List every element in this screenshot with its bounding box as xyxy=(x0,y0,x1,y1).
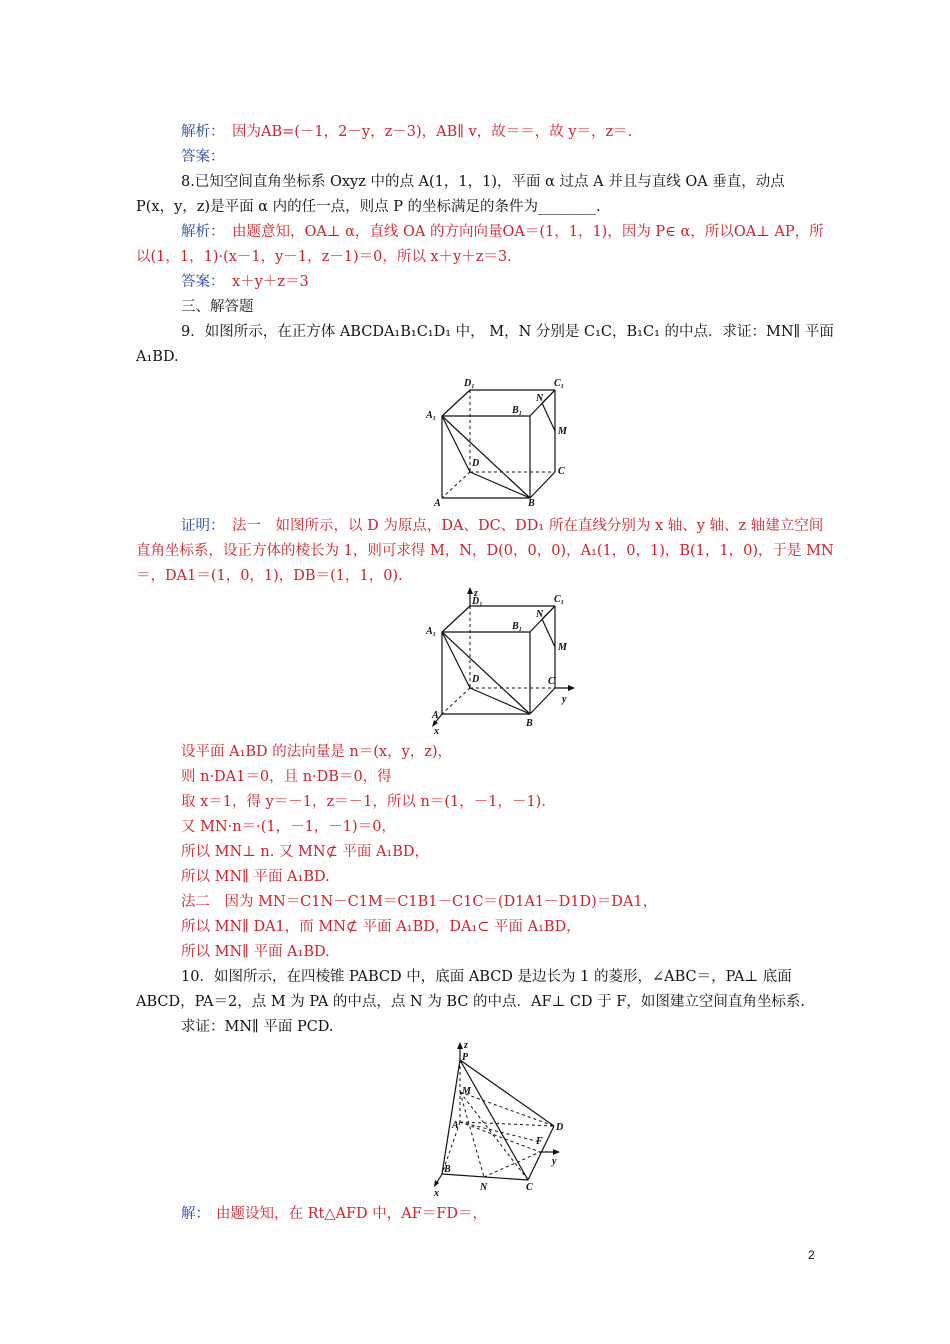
solution-label: 解： xyxy=(181,1206,210,1222)
label-a: A xyxy=(452,1120,459,1131)
answer-label: 答案： xyxy=(181,149,225,165)
axis-z: z xyxy=(474,588,478,599)
proof-text: 所以 MN∥ DA1，而 MN⊄ 平面 A₁BD，DA₁⊂ 平面 A₁BD， xyxy=(181,919,581,935)
label-c: C xyxy=(558,466,565,477)
problem-10-text-cont: 求证：MN∥ 平面 PCD. xyxy=(181,1019,334,1035)
problem-9-text: 9．如图所示，在正方体 ABCDA₁B₁C₁D₁ 中， M，N 分别是 C₁C，B₁C₁ 的中点．求证：MN∥ 平面 xyxy=(181,324,834,340)
label-c: C xyxy=(548,676,555,687)
label-b1: B₁ xyxy=(512,405,523,416)
line-6 xyxy=(0,245,950,269)
axis-x: x xyxy=(434,1188,439,1198)
label-b: B xyxy=(526,718,533,729)
label-d: D xyxy=(472,674,480,685)
cube-axes-figure xyxy=(420,586,580,736)
label-d1: D₁ xyxy=(472,596,483,607)
label-n: N xyxy=(536,609,544,620)
proof-text-cont: 直角坐标系，设正方体的棱长为 1，则可求得 M，N，D(0，0，0)，A₁(1，0，1)，B(1，1，0)，于是 MN xyxy=(136,543,834,559)
pyramid-figure xyxy=(420,1038,570,1198)
proof-label: 证明： xyxy=(181,518,225,534)
label-d1: D₁ xyxy=(464,378,475,389)
line-18 xyxy=(0,840,950,864)
line-4 xyxy=(0,195,950,219)
axis-x: x xyxy=(434,726,439,736)
proof-text: 又 MN·n＝·(1，－1，－1)＝0， xyxy=(181,819,396,835)
cube-figure xyxy=(420,372,580,510)
proof-text: 所以 MN⊥ n. 又 MN⊄ 平面 A₁BD， xyxy=(181,844,430,860)
label-a1: A₁ xyxy=(426,626,437,637)
label-b1: B₁ xyxy=(512,621,523,632)
label-m: M xyxy=(462,1086,471,1097)
analysis-text: 由题意知，OA⊥ α，直线 OA 的方向向量OA＝(1，1，1)，因为 P∈ α，所以OA⊥ AP，所 xyxy=(232,224,824,240)
problem-10-text-cont: ABCD，PA＝2，点 M 为 PA 的中点，点 N 为 BC 的中点．AF⊥ CD 于 F，如图建立空间直角坐标系. xyxy=(136,994,805,1010)
label-a: A xyxy=(432,710,439,721)
problem-8-text-cont: P(x，y，z)是平面 α 内的任一点，则点 P 的坐标满足的条件为________. xyxy=(136,199,601,215)
problem-8-text: 8.已知空间直角坐标系 Oxyz 中的点 A(1，1，1)，平面 α 过点 A 并且与直线 OA 垂直，动点 xyxy=(181,174,785,190)
line-10 xyxy=(0,345,950,369)
label-d: D xyxy=(472,458,480,469)
proof-text: 法一 如图所示，以 D 为原点，DA、DC、DD₁ 所在直线分别为 x 轴、y 轴、z 轴建立空间 xyxy=(232,518,824,534)
label-b: B xyxy=(528,498,535,509)
axis-z: z xyxy=(464,1040,468,1051)
label-b: B xyxy=(444,1164,451,1175)
line-9 xyxy=(0,320,950,344)
proof-text: 取 x＝1，得 y＝－1，z＝－1，所以 n＝(1，－1，－1). xyxy=(181,794,546,810)
label-c: C xyxy=(526,1182,533,1193)
line-16 xyxy=(0,790,950,814)
line-26 xyxy=(0,1202,950,1226)
solution-text: 由题设知，在 Rt△AFD 中，AF＝FD＝， xyxy=(216,1206,487,1222)
line-13 xyxy=(0,564,950,588)
line-24 xyxy=(0,990,950,1014)
answer-text: x＋y＋z＝3 xyxy=(232,274,309,290)
line-17 xyxy=(0,815,950,839)
axis-y: y xyxy=(562,694,567,705)
line-12 xyxy=(0,539,950,563)
proof-text: 所以 MN∥ 平面 A₁BD. xyxy=(181,869,330,885)
line-5 xyxy=(0,220,950,244)
line-19 xyxy=(0,865,950,889)
label-m: M xyxy=(558,642,567,653)
label-a1: A₁ xyxy=(426,410,437,421)
problem-10-text: 10．如图所示，在四棱锥 PABCD 中，底面 ABCD 是边长为 1 的菱形，∠ABC＝，PA⊥ 底面 xyxy=(181,969,792,985)
label-m: M xyxy=(558,426,567,437)
label-f: F xyxy=(536,1136,543,1147)
line-3 xyxy=(0,170,950,194)
axis-y: y xyxy=(552,1156,557,1167)
line-25 xyxy=(0,1015,950,1039)
analysis-label: 解析： xyxy=(181,224,225,240)
analysis-text: 因为AB=(－1，2－y，z－3)，AB∥ v，故＝＝，故 y＝，z＝. xyxy=(232,124,633,140)
proof-text: 所以 MN∥ 平面 A₁BD. xyxy=(181,944,330,960)
label-p: P xyxy=(462,1052,469,1063)
line-1 xyxy=(0,120,950,144)
proof-text: 则 n·DA1＝0，且 n·DB＝0，得 xyxy=(181,769,392,785)
line-11 xyxy=(0,514,950,538)
line-23 xyxy=(0,965,950,989)
line-20 xyxy=(0,890,950,914)
line-14 xyxy=(0,740,950,764)
analysis-label: 解析： xyxy=(181,124,225,140)
line-21 xyxy=(0,915,950,939)
line-15 xyxy=(0,765,950,789)
analysis-text-cont: 以(1，1，1)·(x－1，y－1，z－1)＝0，所以 x＋y＋z＝3. xyxy=(136,249,512,265)
label-c1: C₁ xyxy=(554,594,565,605)
proof-text: 设平面 A₁BD 的法向量是 n＝(x，y，z)， xyxy=(181,744,453,760)
line-22 xyxy=(0,940,950,964)
line-2 xyxy=(0,145,950,169)
label-d: D xyxy=(556,1122,564,1133)
line-8 xyxy=(0,295,950,319)
page-number: 2 xyxy=(808,1248,815,1262)
label-c1: C₁ xyxy=(554,378,565,389)
label-n: N xyxy=(536,393,544,404)
section-heading: 三、解答题 xyxy=(181,299,254,315)
proof-text-cont: ＝，DA1＝(1，0，1)，DB＝(1，1，0). xyxy=(136,568,403,584)
label-n: N xyxy=(480,1182,488,1193)
problem-9-text-cont: A₁BD. xyxy=(136,349,179,365)
proof-text: 法二 因为 MN＝C1N－C1M＝C1B1－C1C＝(D1A1－D1D)＝DA1， xyxy=(181,894,658,910)
answer-label: 答案： xyxy=(181,274,225,290)
line-7 xyxy=(0,270,950,294)
label-a: A xyxy=(434,498,441,509)
